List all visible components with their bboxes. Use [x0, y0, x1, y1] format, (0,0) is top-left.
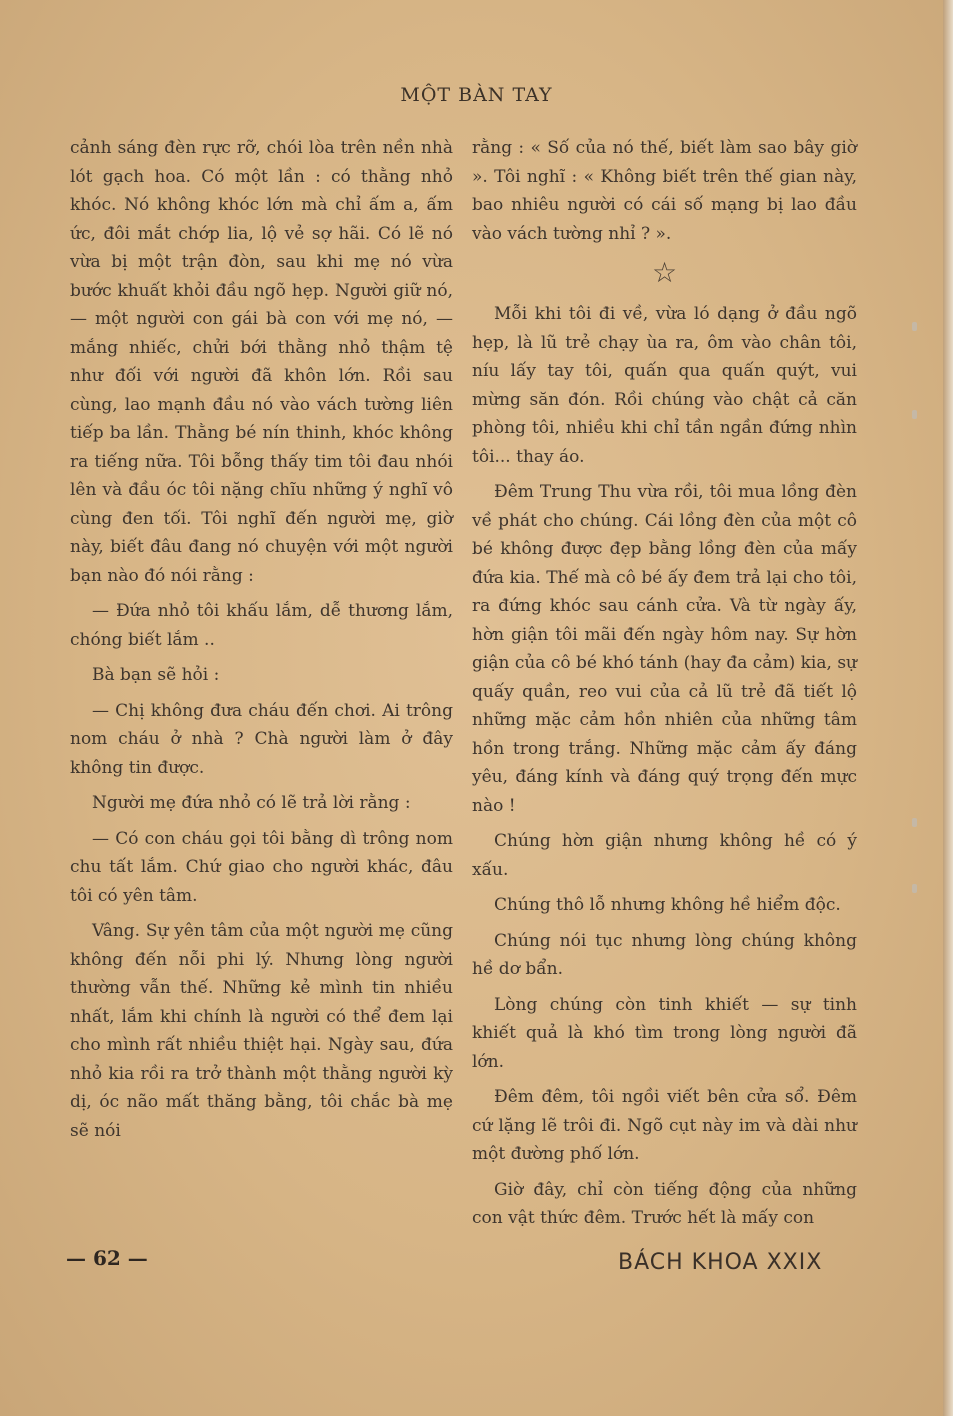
paragraph: Đêm Trung Thu vừa rồi, tôi mua lồng đèn về phát cho chúng. Cái lồng đèn của một cô bé không được đẹp bằng lồng đèn của mấy đứa kia. Thế mà cô bé ấy đem trả lại cho tôi, ra đứng khóc sau cánh cửa. Và từ ngày ấy, hờn giận tôi mãi đến ngày hôm nay. Sự hờn giận của cô bé khó tánh (hay đa cảm) kia, sự quấy quần, reo vui của cả lũ trẻ đã tiết lộ những mặc cảm hồn nhiên của những tâm hồn trong trắng. Những mặc cảm ấy đáng yêu, đáng kính và đáng quý trọng đến mực nào !	[472, 482, 857, 816]
paper-speck	[912, 410, 917, 419]
right-column	[472, 134, 857, 1240]
paragraph: Đêm đêm, tôi ngồi viết bên cửa sổ. Đêm cứ lặng lẽ trôi đi. Ngõ cụt này im và dài như một đường phố lớn.	[472, 1087, 857, 1164]
paragraph: Chúng nói tục nhưng lòng chúng không hề dơ bẩn.	[472, 930, 857, 979]
paper-speck	[912, 884, 917, 893]
paragraph: Lòng chúng còn tinh khiết — sự tinh khiết quả là khó tìm trong lòng người đã lớn.	[472, 994, 857, 1072]
page-edge	[943, 0, 953, 1416]
paragraph: Mỗi khi tôi đi về, vừa ló dạng ở đầu ngõ hẹp, là lũ trẻ chạy ùa ra, ôm vào chân tôi, níu lấy tay tôi, quấn qua quấn quýt, vui mừng săn đón. Rồi chúng vào chật cả căn phòng tôi, nhiều khi chỉ tần ngần đứng nhìn tôi... thay áo.	[472, 304, 857, 467]
paragraph: Chúng thô lỗ nhưng không hề hiểm độc.	[494, 895, 841, 915]
running-header: MỘT BÀN TAY	[400, 84, 553, 106]
paragraph: — Đứa nhỏ tôi khấu lắm, dễ thương lắm, chóng biết lắm ..	[70, 601, 453, 650]
paragraph: Vâng. Sự yên tâm của một người mẹ cũng không đến nỗi phi lý. Nhưng lòng người thường vẫn thế. Những kẻ mình tin nhiều nhất, lắm khi chính là người có thể đem lại cho mình rất nhiều thiệt hại. Ngày sau, đứa nhỏ kia rồi ra trở thành một thằng người kỳ dị, óc não mất thăng bằng, tôi chắc bà mẹ sẽ nói	[70, 921, 453, 1141]
left-column	[70, 134, 453, 1152]
paragraph: Chúng hờn giận nhưng không hề có ý xấu.	[472, 831, 857, 880]
paragraph: — Có con cháu gọi tôi bằng dì trông nom chu tất lắm. Chứ giao cho người khác, đâu tôi có yên tâm.	[70, 828, 453, 906]
paragraph: Giờ đây, chỉ còn tiếng động của những con vật thức đêm. Trước hết là mấy con	[472, 1179, 857, 1228]
page-number: — 62 —	[66, 1246, 148, 1270]
paragraph: Người mẹ đứa nhỏ có lẽ trả lời rằng :	[92, 793, 411, 813]
paragraph: Bà bạn sẽ hỏi :	[92, 665, 220, 685]
magazine-name: BÁCH KHOA XXIX	[618, 1250, 823, 1275]
paragraph: rằng : « Số của nó thế, biết làm sao bây giờ ». Tôi nghĩ : « Không biết trên thế gian này, bao nhiêu người có cái số mạng bị lao đầu vào vách tường nhỉ ? ».	[472, 138, 857, 244]
paper-speck	[912, 818, 917, 827]
paper-speck	[912, 322, 917, 331]
paragraph: — Chị không đưa cháu đến chơi. Ai trông nom cháu ở nhà ? Chà người làm ở đây không tin được.	[70, 700, 453, 778]
paragraph: cảnh sáng đèn rực rỡ, chói lòa trên nền nhà lót gạch hoa. Có một lần : có thằng nhỏ khóc. Nó không khóc lớn mà chỉ ấm a, ấm ức, đôi mắt chớp lia, lộ vẻ sợ hãi. Có lẽ nó vừa bị một trận đòn, sau khi mẹ nó vừa bước khuất khỏi đầu ngõ hẹp. Người giữ nó, — một người con gái bà con với mẹ nó, — mắng nhiếc, chửi bới thằng nhỏ thậm tệ như đối với người đã khôn lớn. Rồi sau cùng, lao mạnh đầu nó vào vách tường liên tiếp ba lần. Thằng bé nín thinh, khóc không ra tiếng nữa. Tôi bỗng thấy tim tôi đau nhói lên và đầu óc tôi nặng chĩu những ý nghĩ vô cùng đen tối. Tôi nghĩ đến người mẹ, giờ này, biết đâu đang nó chuyện với một người bạn nào đó nói rằng :	[70, 138, 453, 586]
star-separator-icon: ☆	[651, 256, 678, 289]
